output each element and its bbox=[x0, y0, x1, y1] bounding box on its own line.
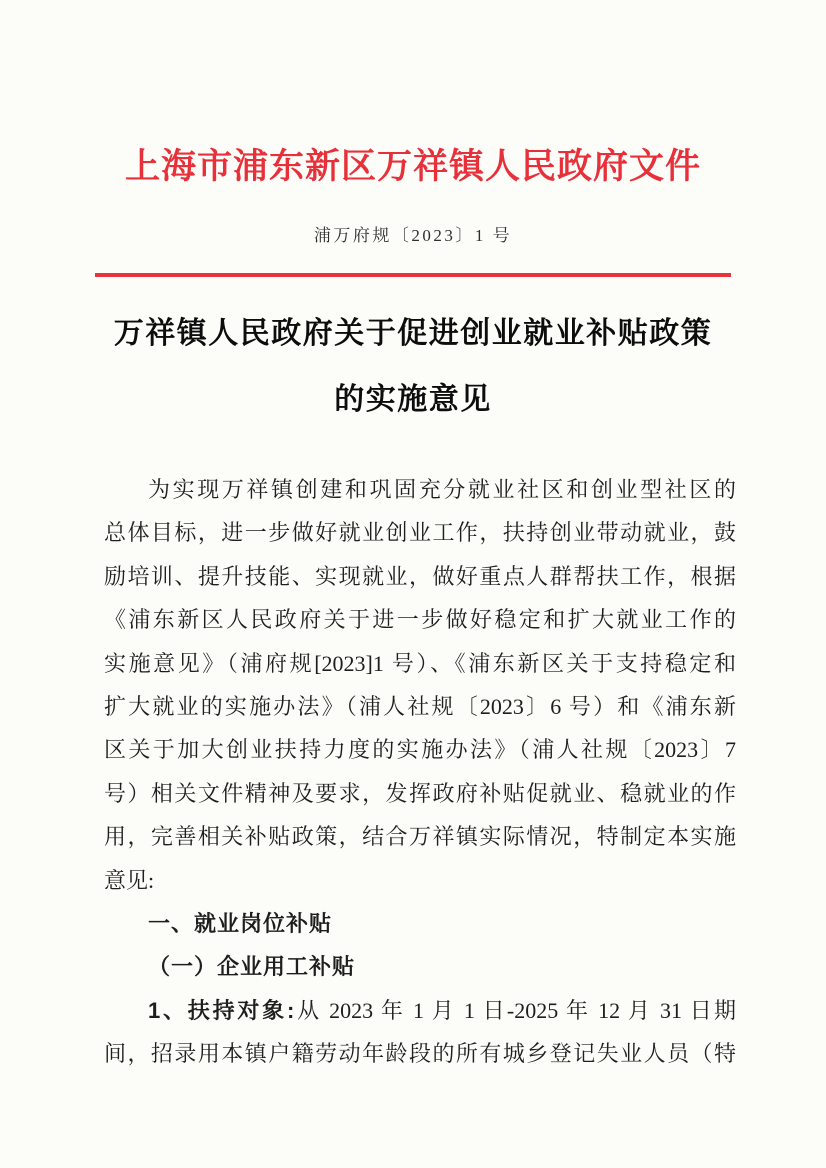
document-body bbox=[104, 468, 736, 1076]
body-line: 实施意见》（浦府规[2023]1 号）、《浦东新区关于支持稳定和 bbox=[104, 650, 736, 676]
body-line: 为实现万祥镇创建和巩固充分就业社区和创业型社区的 bbox=[148, 477, 736, 502]
document-title-line1: 万祥镇人民政府关于促进创业就业补贴政策 bbox=[113, 317, 713, 350]
body-line: 号）相关文件精神及要求，发挥政府补贴促就业、稳就业的作 bbox=[104, 780, 736, 806]
body-line: 意见: bbox=[104, 867, 155, 893]
section-heading: 一、就业岗位补贴 bbox=[148, 911, 333, 937]
body-line: 扩大就业的实施办法》（浦人社规〔2023〕6 号）和《浦东新 bbox=[104, 694, 736, 720]
red-divider-line bbox=[95, 273, 731, 277]
body-line: 总体目标，进一步做好就业创业工作，扶持创业带动就业，鼓 bbox=[104, 520, 736, 546]
body-line: 用，完善相关补贴政策，结合万祥镇实际情况，特制定本实施 bbox=[104, 824, 736, 850]
document-title-line2: 的实施意见 bbox=[334, 383, 492, 416]
body-line: 《浦东新区人民政府关于进一步做好稳定和扩大就业工作的 bbox=[104, 607, 736, 633]
doc-number: 浦万府规〔2023〕1 号 bbox=[313, 226, 513, 245]
body-line: 励培训、提升技能、实现就业，做好重点人群帮扶工作，根据 bbox=[104, 563, 736, 589]
body-line: 区关于加大创业扶持力度的实施办法》（浦人社规〔2023〕7 bbox=[104, 737, 736, 763]
document-title bbox=[0, 301, 826, 433]
letterhead-title: 上海市浦东新区万祥镇人民政府文件 bbox=[124, 147, 701, 186]
bold-lead-label: 1、扶持对象: bbox=[148, 997, 295, 1023]
section-heading: （一）企业用工补贴 bbox=[148, 954, 356, 980]
body-line: 间，招录用本镇户籍劳动年龄段的所有城乡登记失业人员（特 bbox=[104, 1041, 736, 1067]
body-line: 1、扶持对象:从 2023 年 1 月 1 日-2025 年 12 月 31 日期 bbox=[148, 997, 737, 1023]
